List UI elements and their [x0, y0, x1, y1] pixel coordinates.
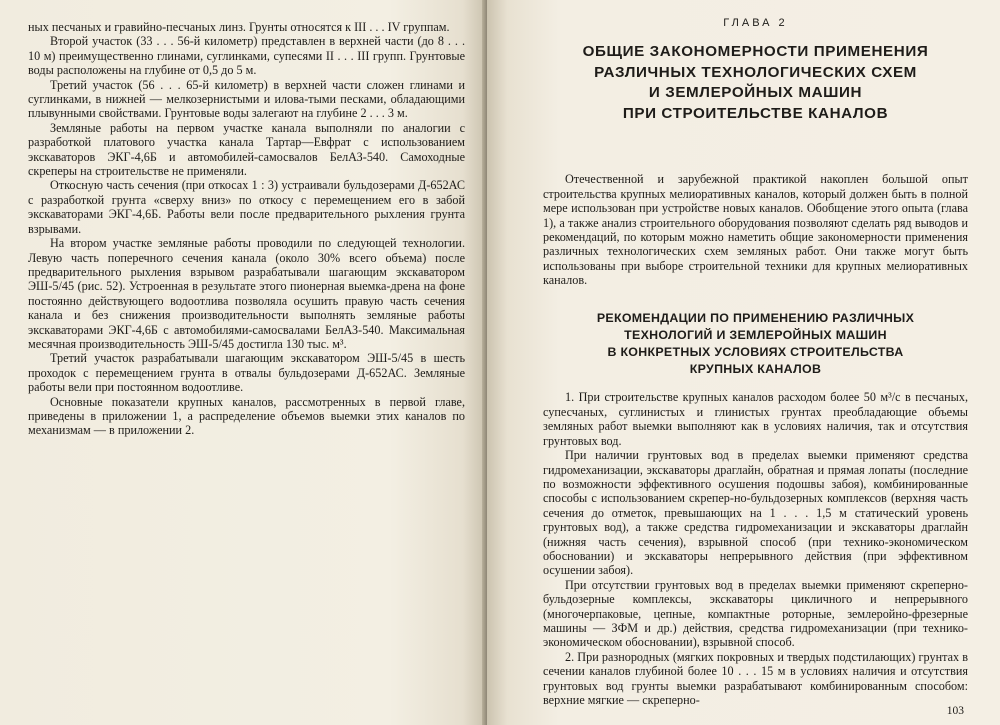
- section-title-line: В КОНКРЕТНЫХ УСЛОВИЯХ СТРОИТЕЛЬСТВА: [607, 345, 904, 360]
- intro-paragraph: Отечественной и зарубежной практикой накоплен большой опыт строительства крупных мелиоративных каналов, который должен быть в полной мере использован при устройстве новых каналов. Обобщение этого опыта (глава 1), а также анализ строительного оборудования позволяют сделать ряд выводов и рекомендаций, по которым можно наметить общие закономерности применения различных технологических схем земляных работ. Они также могут быть использованы при выборе строительной техники для крупных мелиоративных каналов.: [543, 172, 968, 288]
- chapter-title-line: РАЗЛИЧНЫХ ТЕХНОЛОГИЧЕСКИХ СХЕМ: [594, 63, 917, 81]
- right-paragraph-1: 1. При строительстве крупных каналов расходом более 50 м³/с в песчаных, супесчаных, суглинистых и глинистых грунтах преобладающие объемы земляных работ выемки выполняют как в условиях наличия, так и отсутствия грунтовых вод.: [543, 390, 968, 448]
- section-title-line: ТЕХНОЛОГИЙ И ЗЕМЛЕРОЙНЫХ МАШИН: [624, 327, 887, 342]
- section-title: [543, 310, 968, 379]
- left-page: [0, 0, 487, 725]
- right-paragraph-3: При отсутствии грунтовых вод в пределах выемки применяют скреперно-бульдозерные комплексы, экскаваторы цикличного и непрерывного (многочерпаковые, цепные, компактные роторные, землеройно-фрезерные машины — ЗФМ и др.) действия, средства гидромеханизации (при технико-экономическом обосновании), взрывной способ.: [543, 577, 968, 650]
- left-paragraph-5: Откосную часть сечения (при откосах 1 : 3) устраивали бульдозерами Д-652АС с разработкой грунта «сверху вниз» по откосу с перемещением его в забой экскаваторами ЭКГ-4,6Б. Работы вели после предварительного рыхления грунта взрывами.: [28, 178, 465, 236]
- page-number: 103: [946, 705, 964, 717]
- section-title-line: КРУПНЫХ КАНАЛОВ: [689, 362, 822, 377]
- right-page: [487, 0, 1000, 725]
- chapter-title-line: И ЗЕМЛЕРОЙНЫХ МАШИН: [648, 84, 863, 102]
- chapter-label: ГЛАВА 2: [723, 17, 788, 29]
- left-paragraph-6: На втором участке земляные работы проводили по следующей технологии. Левую часть поперечного сечения канала (около 30% всего объема) после предварительного рыхления взрывом разрабатывали шагающим экскаватором ЭШ-5/45 (рис. 52). Устроенная в результате этого пионерная выемка-дрена на фоне постоянно действующего водоотлива позволяла осушить правую часть сечения канала и без снижения производительности выполнять земляные работы экскаваторами ЭКГ-4,6Б с автомобилями-самосвалами БелАЗ-540. Максимальная месячная производительность ЭШ-5/45 достигла 130 тыс. м³.: [28, 236, 465, 351]
- left-paragraph-2: Второй участок (33 . . . 56-й километр) представлен в верхней части (до 8 . . . 10 м) преимущественно глинами, суглинками, супесями II . . . III групп. Грунтовые воды расположены на глубине от 0,5 до 5 м.: [28, 34, 465, 78]
- left-paragraph-8: Основные показатели крупных каналов, рассмотренных в первой главе, приведены в приложении 1, а распределение объемов выемки этих каналов по механизмам — в приложении 2.: [28, 394, 465, 438]
- section-title-line: РЕКОМЕНДАЦИИ ПО ПРИМЕНЕНИЮ РАЗЛИЧНЫХ: [596, 310, 915, 325]
- left-paragraph-1: ных песчаных и гравийно-песчаных линз. Грунты относятся к III . . . IV группам.: [28, 20, 450, 34]
- right-paragraph-4: 2. При разнородных (мягких покровных и твердых подстилающих) грунтах в сечении каналов глубиной более 10 . . . 15 м в условиях наличия и отсутствия грунтовых вод грунты выемки разрабатывают комбинированным способом: верхние мягкие — скреперно-: [543, 649, 968, 707]
- left-paragraph-7: Третий участок разрабатывали шагающим экскаватором ЭШ-5/45 в шесть проходок с перемещением грунта в отвалы бульдозерами Д-652АС. Земляные работы вели при постоянном водоотливе.: [28, 351, 465, 395]
- chapter-title: [543, 42, 968, 124]
- left-paragraph-4: Земляные работы на первом участке канала выполняли по аналогии с разработкой платового участка канала Тартар—Евфрат с использованием экскаваторов ЭКГ-4,6Б и автомобилей-самосвалов БелАЗ-540. Самоходные скреперы на строительстве не применяли.: [28, 120, 465, 179]
- right-body: [543, 172, 968, 707]
- left-paragraph-3: Третий участок (56 . . . 65-й километр) в верхней части сложен глинами и суглинками, в нижней — мелкозернистыми и илова-тыми песками, обладающими плывунными свойствами. Грунтовые воды залегают на глубине 2 . . . 3 м.: [28, 77, 465, 121]
- right-paragraph-2: При наличии грунтовых вод в пределах выемки применяют средства гидромеханизации, экскаваторы драглайн, обратная и прямая лопаты (последние по возможности эффективного осушения подошвы забоя), комбинированные способы с использованием скрепер-но-бульдозерных комплексов (верхняя часть сечения до отметок, превышающих на 1 . . . 1,5 м статический уровень грунтовых вод), а также средства гидромеханизации и экскаваторы драглайн (нижняя часть сечения), взрывной способ (при технико-экономическом обосновании) и экскаваторы непрерывного действия (при эффективном осушении забоя).: [543, 448, 968, 578]
- chapter-title-line: ОБЩИЕ ЗАКОНОМЕРНОСТИ ПРИМЕНЕНИЯ: [582, 43, 929, 61]
- chapter-title-line: ПРИ СТРОИТЕЛЬСТВЕ КАНАЛОВ: [622, 104, 889, 122]
